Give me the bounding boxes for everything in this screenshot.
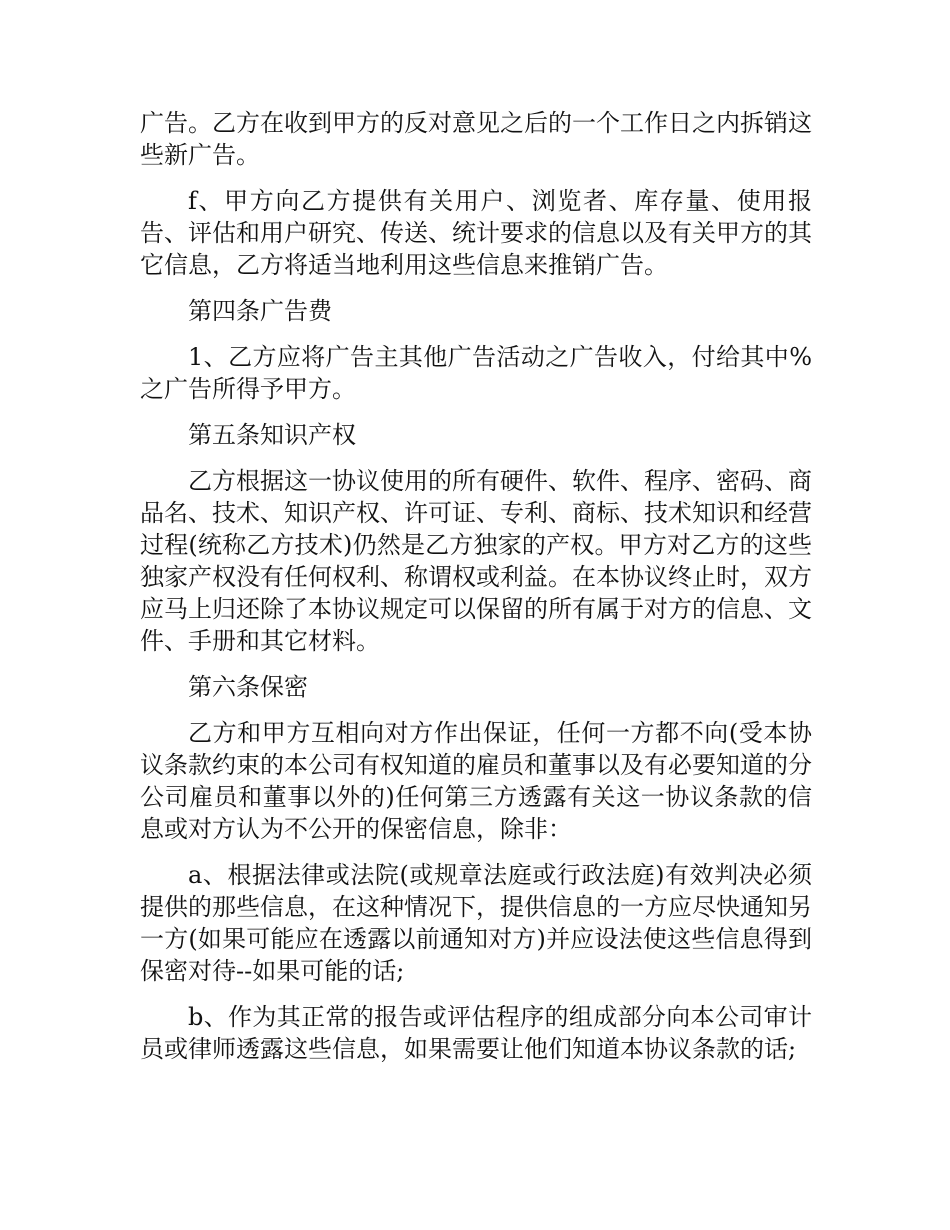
document-body [140,107,812,1079]
paragraph-article-5-body: 乙方根据这一协议使用的所有硬件、软件、程序、密码、商品名、技术、知识产权、许可证、专利、商标、技术知识和经营过程(统称乙方技术)仍然是乙方独家的产权。甲方对乙方的这些独家产权没有任何权利、称谓权或利益。在本协议终止时，双方应马上归还除了本协议规定可以保留的所有属于对方的信息、文件、手册和其它材料。 [140,467,812,655]
paragraph-article-6-item-a: a、根据法律或法院(或规章法庭或行政法庭)有效判决必须提供的那些信息，在这种情况下，提供信息的一方应尽快通知另一方(如果可能应在透露以前通知对方)并应设法使这些信息得到保密对待--如果可能的话; [140,861,812,985]
paragraph-article-6-item-b: b、作为其正常的报告或评估程序的组成部分向本公司审计员或律师透露这些信息，如果需要让他们知道本协议条款的话; [140,1003,812,1063]
heading-article-4: 第四条广告费 [188,297,332,325]
heading-article-6: 第六条保密 [188,673,308,701]
paragraph-clause-f: f、甲方向乙方提供有关用户、浏览者、库存量、使用报告、评估和用户研究、传送、统计要求的信息以及有关甲方的其它信息，乙方将适当地利用这些信息来推销广告。 [140,187,812,279]
paragraph-article-6-body: 乙方和甲方互相向对方作出保证，任何一方都不向(受本协议条款约束的本公司有权知道的雇员和董事以及有必要知道的分公司雇员和董事以外的)任何第三方透露有关这一协议条款的信息或对方认为不公开的保密信息，除非： [140,719,812,843]
paragraph-article-4-item-1: 1、乙方应将广告主其他广告活动之广告收入，付给其中%之广告所得予甲方。 [140,343,812,403]
heading-article-5: 第五条知识产权 [188,421,356,449]
paragraph-continuation: 广告。乙方在收到甲方的反对意见之后的一个工作日之内拆销这些新广告。 [140,109,812,169]
